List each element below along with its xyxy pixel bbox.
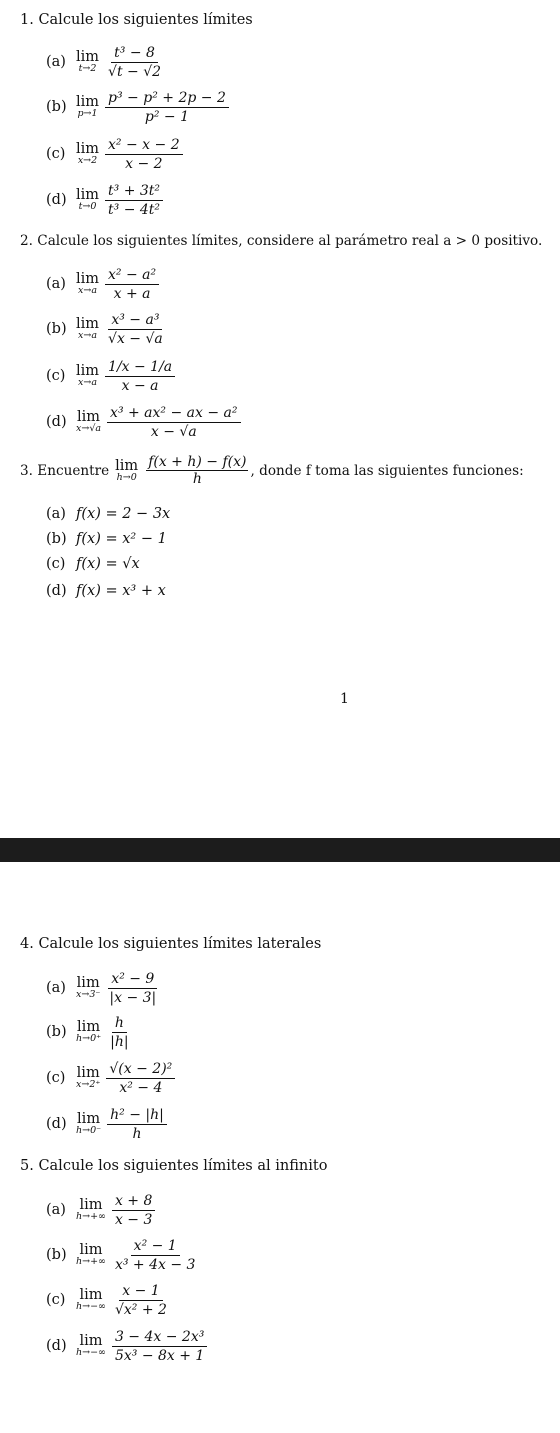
limit-operator: lim x→a: [76, 363, 100, 388]
item-tag: (b): [46, 321, 67, 337]
q1-item-b: [46, 87, 229, 127]
q3-item-a: (a) f(x) = 2 − 3x: [46, 506, 171, 522]
limit-operator: lim x→a: [76, 271, 100, 296]
fraction: $\frac{x + 8}{x - 3}$: [112, 1193, 155, 1228]
limit-operator: lim t→2: [76, 49, 100, 74]
fraction: $\frac{\text{t³ − 8}}{√t - √2}$: [108, 44, 162, 80]
limit-operator: lim x→2: [76, 141, 100, 166]
item-tag: (c): [46, 1070, 66, 1086]
item-tag: (c): [46, 146, 66, 162]
question-5-heading: 5. Calcule los siguientes límites al infinito: [20, 1158, 328, 1174]
q5-item-d: [46, 1326, 207, 1366]
item-tag: (b): [46, 1024, 67, 1040]
fraction: $\frac{h}{|h|}$: [110, 1014, 129, 1050]
limit-operator: lim h→+∞: [76, 1197, 106, 1222]
item-tag: (d): [46, 192, 67, 208]
q3-item-d: (d) f(x) = x³ + x: [46, 583, 166, 599]
limit-operator: lim x→3⁻: [76, 975, 101, 1000]
fraction: $\frac{\text{h² − |h|}}{h}$: [107, 1107, 167, 1142]
fraction: $\frac{\text{x² − a²}}{x + a}$: [105, 267, 159, 302]
item-tag: (a): [46, 1202, 66, 1218]
q4-item-c: [46, 1058, 175, 1098]
page-number: 1: [340, 691, 349, 707]
fraction: $\frac{\text{x² − x − 2}}{x - 2}$: [105, 137, 183, 172]
q1-item-d: [46, 180, 163, 220]
item-tag: (d): [46, 1338, 67, 1354]
q3-suffix: , donde f toma las siguientes funciones:: [250, 462, 524, 479]
limit-operator: lim h→0: [115, 457, 139, 483]
fraction: $\frac{\text{x² − 1}}{\text{x³ + 4x − 3}}$: [114, 1237, 196, 1273]
question-4-heading: 4. Calcule los siguientes límites laterales: [20, 936, 322, 952]
item-tag: (d): [46, 414, 67, 430]
q5-item-a: [46, 1190, 155, 1230]
limit-operator: lim x→a: [76, 316, 100, 341]
q4-item-a: [46, 968, 159, 1008]
difference-quotient: $\frac{f(x + h) - f(x)}{h}$: [148, 454, 247, 487]
limit-operator: lim h→0⁻: [76, 1111, 102, 1136]
fraction: $\frac{1/x - 1/a}{x - a}$: [105, 359, 175, 394]
fraction: $\frac{\text{3 − 4x − 2x³}}{\text{5x³ − 8x + 1}}$: [112, 1329, 207, 1364]
fraction: $\frac{\text{t³ + 3t²}}{\text{t³ − 4t²}}$: [105, 183, 163, 218]
limit-operator: lim x→√a: [76, 409, 102, 434]
limit-operator: lim h→−∞: [76, 1287, 106, 1312]
q2-item-d: [46, 402, 241, 442]
q1-item-c: [46, 134, 183, 174]
q4-item-d: [46, 1104, 167, 1144]
item-tag: (c): [46, 368, 66, 384]
limit-operator: lim h→−∞: [76, 1333, 106, 1358]
q2-item-a: [46, 264, 159, 304]
item-tag: (c): [46, 1292, 66, 1308]
limit-operator: lim x→2⁺: [76, 1065, 101, 1090]
fraction: $\frac{x - 1}{\text{√x² + 2}}$: [114, 1282, 167, 1318]
fraction: $\frac{\text{√(x − 2)²}}{\text{x² − 4}}$: [106, 1061, 175, 1096]
q2-item-c: [46, 356, 175, 396]
limit-operator: lim p→1: [76, 94, 100, 119]
q3-item-b: (b) f(x) = x² − 1: [46, 531, 167, 547]
item-tag: (b): [46, 1247, 67, 1263]
fraction: $\frac{\text{p³ − p² + 2p − 2}}{\text{p² − 1}}$: [105, 90, 229, 125]
limit-operator: lim t→0: [76, 187, 100, 212]
item-tag: (a): [46, 54, 66, 70]
fraction: $\frac{\text{x³ − a³}}{√x - √a}$: [108, 311, 163, 347]
fraction: $\frac{\text{x³ + ax² − ax − a²}}{x - √a}$: [107, 405, 240, 440]
q3-item-c: (c) f(x) = √x: [46, 556, 140, 572]
item-tag: (a): [46, 980, 66, 996]
item-tag: (d): [46, 1116, 67, 1132]
page-2: [0, 862, 560, 1433]
question-1-heading: 1. Calcule los siguientes límites: [20, 12, 253, 28]
limit-operator: lim h→+∞: [76, 1242, 106, 1267]
q5-item-b: [46, 1235, 198, 1275]
q4-item-b: [46, 1012, 132, 1052]
question-2-heading: 2. Calcule los siguientes límites, considere al parámetro real a > 0 positivo.: [20, 233, 543, 249]
item-tag: (b): [46, 99, 67, 115]
limit-operator: lim h→0⁺: [76, 1019, 102, 1044]
q1-item-a: [46, 42, 164, 82]
q3-prefix: 3. Encuentre: [20, 462, 110, 479]
page-separator: [0, 838, 560, 862]
item-tag: (a): [46, 276, 66, 292]
q2-item-b: [46, 309, 166, 349]
question-3-heading: [20, 454, 524, 487]
q5-item-c: [46, 1280, 170, 1320]
fraction: $\frac{\text{x² − 9}}{|x - 3|}$: [109, 970, 157, 1006]
